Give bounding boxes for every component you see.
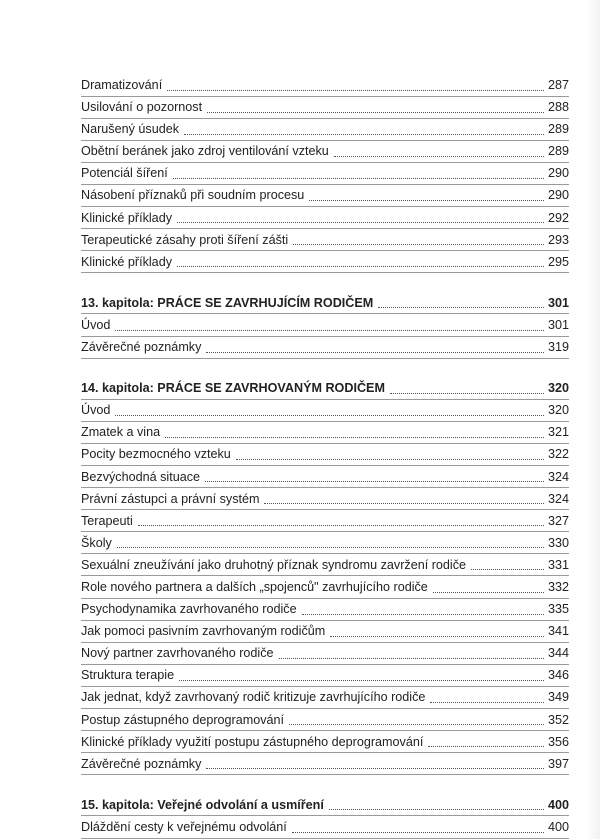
dot-leader bbox=[206, 768, 544, 769]
entry-title bbox=[81, 401, 110, 421]
toc-entry-row bbox=[81, 578, 569, 598]
page-number: 290 bbox=[547, 166, 569, 181]
dot-leader bbox=[329, 809, 544, 810]
dot-leader bbox=[433, 592, 544, 593]
row-underline bbox=[81, 620, 569, 621]
entry-title bbox=[81, 490, 259, 510]
row-underline bbox=[81, 118, 569, 119]
entry-text: Obětní beránek jako zdroj ventilování vzteku bbox=[81, 144, 329, 159]
dot-leader bbox=[430, 702, 544, 703]
toc-entry-row bbox=[81, 490, 569, 510]
entry-title bbox=[81, 534, 112, 554]
entry-text: Potenciál šíření bbox=[81, 166, 168, 181]
dot-leader bbox=[330, 636, 544, 637]
row-underline bbox=[81, 686, 569, 687]
entry-title bbox=[81, 622, 325, 642]
entry-title bbox=[81, 468, 200, 488]
page-number: 288 bbox=[547, 100, 569, 115]
page-number: 322 bbox=[547, 447, 569, 462]
entry-title bbox=[81, 423, 160, 443]
toc-entry-row bbox=[81, 534, 569, 554]
page-number: 335 bbox=[547, 602, 569, 617]
row-underline bbox=[81, 838, 569, 839]
dot-leader bbox=[115, 330, 544, 331]
entry-title bbox=[81, 688, 425, 708]
dot-leader bbox=[205, 481, 544, 482]
toc-entry-row bbox=[81, 711, 569, 731]
entry-text: Narušený úsudek bbox=[81, 122, 180, 137]
page-number: 321 bbox=[547, 425, 569, 440]
dot-leader bbox=[279, 658, 544, 659]
chapter-heading-row bbox=[81, 294, 569, 314]
entry-title bbox=[81, 164, 168, 184]
entry-title bbox=[81, 556, 466, 576]
entry-title bbox=[81, 209, 172, 229]
page-number: 320 bbox=[547, 403, 569, 418]
section-gap bbox=[81, 360, 569, 379]
dot-leader bbox=[471, 569, 544, 570]
entry-title bbox=[81, 711, 284, 731]
page-number: 289 bbox=[547, 144, 569, 159]
row-underline bbox=[81, 313, 569, 314]
toc-entry-row bbox=[81, 556, 569, 576]
dot-leader bbox=[302, 614, 544, 615]
entry-text: Úvod bbox=[81, 403, 111, 418]
row-underline bbox=[81, 708, 569, 709]
toc-entry-row bbox=[81, 316, 569, 336]
toc-entry-row bbox=[81, 622, 569, 642]
chapter-name: Veřejné odvolání a usmíření bbox=[157, 797, 324, 812]
table-of-contents bbox=[81, 76, 569, 840]
dot-leader bbox=[167, 90, 544, 91]
dot-leader bbox=[206, 352, 544, 353]
dot-leader bbox=[165, 437, 544, 438]
entry-text: Nový partner zavrhovaného rodiče bbox=[81, 646, 274, 661]
page-number: 330 bbox=[547, 535, 569, 550]
dot-leader bbox=[179, 680, 544, 681]
row-underline bbox=[81, 399, 569, 400]
row-underline bbox=[81, 162, 569, 163]
entry-text: Pocity bezmocného vzteku bbox=[81, 447, 231, 462]
entry-text: Terapeutické zásahy proti šíření zášti bbox=[81, 232, 289, 247]
page-number: 324 bbox=[547, 491, 569, 506]
dot-leader bbox=[138, 525, 544, 526]
dot-leader bbox=[117, 547, 544, 548]
dot-leader bbox=[309, 200, 544, 201]
toc-entry-row bbox=[81, 164, 569, 184]
page-number: 319 bbox=[547, 340, 569, 355]
toc-entry-row bbox=[81, 186, 569, 206]
entry-title bbox=[81, 755, 201, 775]
entry-title bbox=[81, 818, 287, 838]
page-number: 289 bbox=[547, 122, 569, 137]
page-number: 346 bbox=[547, 668, 569, 683]
entry-text: Sexuální zneužívání jako druhotný příznak syndromu zavržení rodiče bbox=[81, 557, 467, 572]
page-number: 349 bbox=[547, 690, 569, 705]
row-underline bbox=[81, 774, 569, 775]
entry-text: Dramatizování bbox=[81, 78, 163, 92]
entry-title bbox=[81, 76, 162, 96]
entry-text: Násobení příznaků při soudním procesu bbox=[81, 188, 305, 203]
entry-text: Jak pomoci pasivním zavrhovaným rodičům bbox=[81, 624, 326, 639]
row-underline bbox=[81, 184, 569, 185]
row-underline bbox=[81, 642, 569, 643]
toc-entry-row bbox=[81, 468, 569, 488]
entry-text: Závěrečné poznámky bbox=[81, 340, 202, 355]
toc-entry-row bbox=[81, 253, 569, 273]
entry-text: Klinické příklady využití postupu zástupného deprogramování bbox=[81, 734, 424, 749]
entry-text: Právní zástupci a právní systém bbox=[81, 491, 260, 506]
dot-leader bbox=[292, 832, 544, 833]
row-underline bbox=[81, 575, 569, 576]
toc-entry-row bbox=[81, 231, 569, 251]
row-underline bbox=[81, 272, 569, 273]
page-number: 320 bbox=[547, 381, 569, 396]
page-number: 292 bbox=[547, 210, 569, 225]
dot-leader bbox=[390, 393, 544, 394]
dot-leader bbox=[334, 156, 544, 157]
chapter-title bbox=[81, 796, 324, 816]
chapter-number: 14. kapitola: bbox=[81, 381, 154, 396]
entry-title bbox=[81, 445, 231, 465]
chapter-heading-row bbox=[81, 796, 569, 816]
toc-entry-row bbox=[81, 644, 569, 664]
entry-text: Postup zástupného deprogramování bbox=[81, 712, 285, 727]
entry-title bbox=[81, 186, 304, 206]
entry-title bbox=[81, 512, 133, 532]
row-underline bbox=[81, 96, 569, 97]
row-underline bbox=[81, 421, 569, 422]
entry-text: Školy bbox=[81, 535, 112, 550]
toc-entry-row bbox=[81, 666, 569, 686]
dot-leader bbox=[289, 724, 544, 725]
page-number: 293 bbox=[547, 232, 569, 247]
entry-title bbox=[81, 253, 172, 273]
toc-entry-row bbox=[81, 688, 569, 708]
row-underline bbox=[81, 336, 569, 337]
entry-text: Psychodynamika zavrhovaného rodiče bbox=[81, 602, 297, 617]
entry-text: Klinické příklady bbox=[81, 254, 172, 269]
entry-title bbox=[81, 231, 288, 251]
toc-entry-row bbox=[81, 76, 569, 96]
row-underline bbox=[81, 443, 569, 444]
entry-text: Závěrečné poznámky bbox=[81, 756, 202, 771]
row-underline bbox=[81, 140, 569, 141]
chapter-heading-row bbox=[81, 379, 569, 399]
page-number: 301 bbox=[547, 295, 569, 310]
entry-title bbox=[81, 666, 174, 686]
entry-text: Bezvýchodná situace bbox=[81, 469, 201, 484]
entry-title bbox=[81, 600, 297, 620]
page-number: 344 bbox=[547, 646, 569, 661]
page-number: 400 bbox=[547, 797, 569, 812]
page-number: 352 bbox=[547, 712, 569, 727]
row-underline bbox=[81, 664, 569, 665]
toc-entry-row bbox=[81, 98, 569, 118]
row-underline bbox=[81, 487, 569, 488]
dot-leader bbox=[236, 459, 544, 460]
entry-text: Zmatek a vina bbox=[81, 425, 161, 440]
page-number: 290 bbox=[547, 188, 569, 203]
row-underline bbox=[81, 815, 569, 816]
toc-entry-row bbox=[81, 209, 569, 229]
page-number: 341 bbox=[547, 624, 569, 639]
entry-title bbox=[81, 316, 110, 336]
dot-leader bbox=[428, 746, 544, 747]
dot-leader bbox=[264, 503, 544, 504]
entry-title bbox=[81, 142, 329, 162]
entry-text: Terapeuti bbox=[81, 513, 133, 528]
chapter-name: PRÁCE SE ZAVRHUJÍCÍM RODIČEM bbox=[157, 295, 374, 310]
page-number: 400 bbox=[547, 819, 569, 834]
dot-leader bbox=[378, 307, 544, 308]
entry-title bbox=[81, 98, 202, 118]
page-number: 287 bbox=[547, 78, 569, 92]
entry-text: Usilování o pozornost bbox=[81, 100, 203, 115]
chapter-number: 15. kapitola: bbox=[81, 797, 154, 812]
row-underline bbox=[81, 465, 569, 466]
dot-leader bbox=[173, 178, 544, 179]
toc-entry-row bbox=[81, 755, 569, 775]
page-number: 332 bbox=[547, 579, 569, 594]
page-number: 397 bbox=[547, 756, 569, 771]
entry-title bbox=[81, 578, 428, 598]
dot-leader bbox=[207, 112, 544, 113]
toc-entry-row bbox=[81, 142, 569, 162]
dot-leader bbox=[177, 266, 544, 267]
row-underline bbox=[81, 509, 569, 510]
row-underline bbox=[81, 730, 569, 731]
page-number: 324 bbox=[547, 469, 569, 484]
toc-entry-row bbox=[81, 818, 569, 838]
chapter-number: 13. kapitola: bbox=[81, 295, 154, 310]
toc-entry-row bbox=[81, 338, 569, 358]
toc-entry-row bbox=[81, 401, 569, 421]
entry-text: Jak jednat, když zavrhovaný rodič kritizuje zavrhujícího rodiče bbox=[81, 690, 426, 705]
page-number: 331 bbox=[547, 557, 569, 572]
chapter-title bbox=[81, 379, 385, 399]
toc-entry-row bbox=[81, 445, 569, 465]
dot-leader bbox=[115, 415, 544, 416]
toc-entry-row bbox=[81, 733, 569, 753]
row-underline bbox=[81, 553, 569, 554]
chapter-title bbox=[81, 294, 373, 314]
entry-text: Klinické příklady bbox=[81, 210, 172, 225]
dot-leader bbox=[177, 222, 544, 223]
page-number: 301 bbox=[547, 317, 569, 332]
entry-text: Dláždění cesty k veřejnému odvolání bbox=[81, 819, 287, 834]
entry-title bbox=[81, 120, 179, 140]
page-number: 356 bbox=[547, 734, 569, 749]
row-underline bbox=[81, 358, 569, 359]
chapter-name: PRÁCE SE ZAVRHOVANÝM RODIČEM bbox=[157, 381, 385, 396]
toc-entry-row bbox=[81, 120, 569, 140]
entry-text: Role nového partnera a dalších „spojenců" zavrhujícího rodiče bbox=[81, 579, 428, 594]
page-number: 327 bbox=[547, 513, 569, 528]
row-underline bbox=[81, 598, 569, 599]
toc-entry-row bbox=[81, 512, 569, 532]
row-underline bbox=[81, 206, 569, 207]
entry-text: Úvod bbox=[81, 317, 111, 332]
toc-entry-row bbox=[81, 423, 569, 443]
row-underline bbox=[81, 228, 569, 229]
row-underline bbox=[81, 531, 569, 532]
dot-leader bbox=[184, 134, 544, 135]
row-underline bbox=[81, 752, 569, 753]
entry-text: Struktura terapie bbox=[81, 668, 175, 683]
dot-leader bbox=[293, 244, 544, 245]
section-gap bbox=[81, 777, 569, 796]
entry-title bbox=[81, 644, 274, 664]
toc-entry-row bbox=[81, 600, 569, 620]
entry-title bbox=[81, 338, 201, 358]
page-number: 295 bbox=[547, 254, 569, 269]
row-underline bbox=[81, 250, 569, 251]
entry-title bbox=[81, 733, 423, 753]
section-gap bbox=[81, 275, 569, 294]
